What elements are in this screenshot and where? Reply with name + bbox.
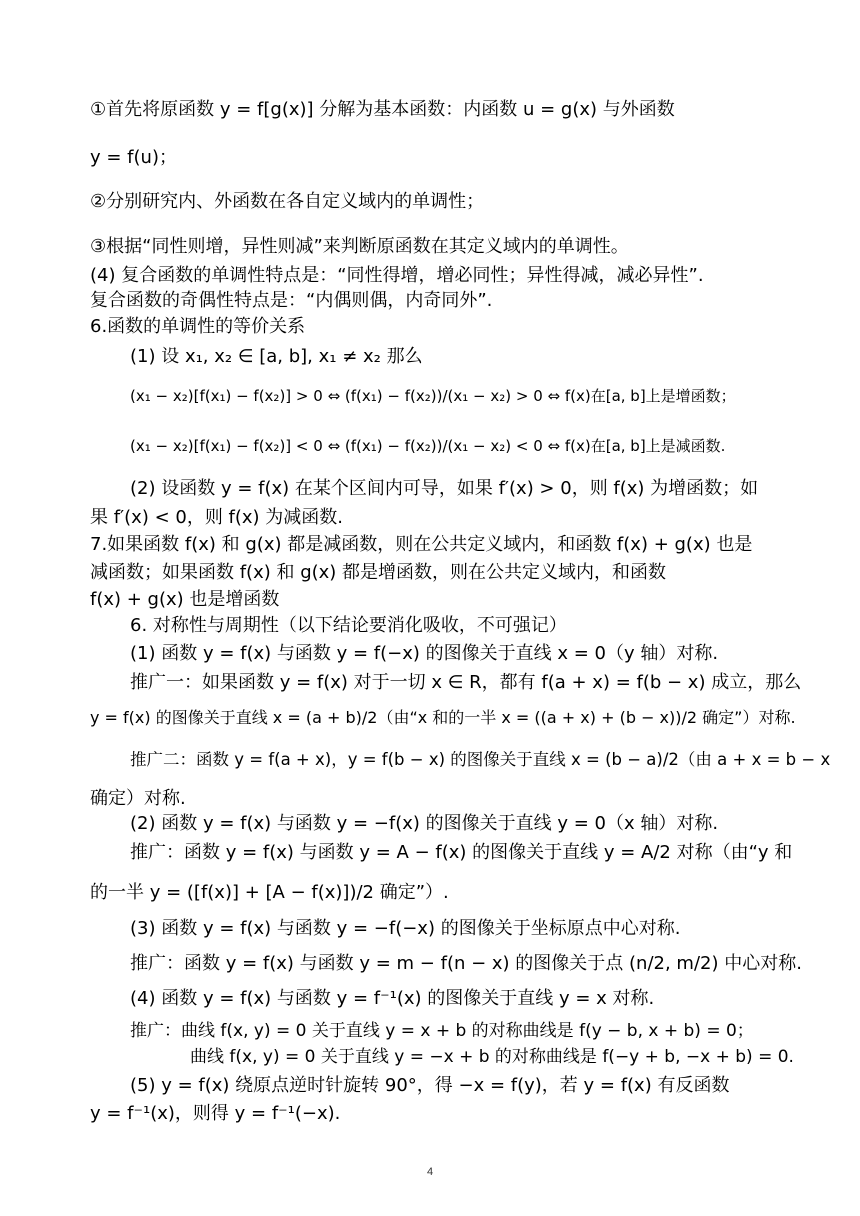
- text-line: (4) 复合函数的单调性特点是：“同性得增，增必同性；异性得减，减必异性”.: [90, 265, 704, 286]
- text-line: ①首先将原函数 y = f[g(x)] 分解为基本函数：内函数 u = g(x) 与外函数: [90, 99, 675, 120]
- text-line: 减函数；如果函数 f(x) 和 g(x) 都是增函数，则在公共定义域内，和函数: [90, 562, 667, 583]
- formula-line: (x₁ − x₂)[f(x₁) − f(x₂)] > 0 ⇔ (f(x₁) − f(x₂))/(x₁ − x₂) > 0 ⇔ f(x)在[a, b]上是增函数；: [130, 387, 736, 405]
- text-line: 果 f′(x) < 0，则 f(x) 为减函数.: [90, 507, 344, 528]
- text-line: y = f(u)；: [90, 147, 177, 168]
- formula-line: (x₁ − x₂)[f(x₁) − f(x₂)] < 0 ⇔ (f(x₁) − f(x₂))/(x₁ − x₂) < 0 ⇔ f(x)在[a, b]上是减函数.: [130, 437, 726, 455]
- text-line: (1) 函数 y = f(x) 与函数 y = f(−x) 的图像关于直线 x = 0（y 轴）对称.: [130, 643, 719, 664]
- text-line: 曲线 f(x, y) = 0 关于直线 y = −x + b 的对称曲线是 f(−y + b, −x + b) = 0.: [190, 1047, 794, 1067]
- text-line: (3) 函数 y = f(x) 与函数 y = −f(−x) 的图像关于坐标原点中心对称.: [130, 918, 681, 939]
- text-line: ③根据“同性则增，异性则减”来判断原函数在其定义域内的单调性。: [90, 236, 629, 257]
- text-line: (5) y = f(x) 绕原点逆时针旋转 90°，得 −x = f(y)，若 y = f(x) 有反函数: [130, 1075, 730, 1096]
- text-line: 确定）对称.: [90, 788, 186, 809]
- section-heading: 6. 对称性与周期性（以下结论要消化吸收，不可强记）: [130, 615, 567, 636]
- text-line: 推广：曲线 f(x, y) = 0 关于直线 y = x + b 的对称曲线是 f(y − b, x + b) = 0；: [130, 1021, 754, 1041]
- text-line: 推广一：如果函数 y = f(x) 对于一切 x ∈ R，都有 f(a + x) = f(b − x) 成立，那么: [130, 672, 802, 693]
- text-line: (4) 函数 y = f(x) 与函数 y = f⁻¹(x) 的图像关于直线 y = x 对称.: [130, 988, 655, 1009]
- text-line: (2) 函数 y = f(x) 与函数 y = −f(x) 的图像关于直线 y = 0（x 轴）对称.: [130, 813, 719, 834]
- text-line: 推广：函数 y = f(x) 与函数 y = m − f(n − x) 的图像关于点 (n/2, m/2) 中心对称.: [130, 953, 802, 974]
- section-heading: 6.函数的单调性的等价关系: [90, 316, 306, 337]
- text-line: f(x) + g(x) 也是增函数: [90, 589, 280, 610]
- text-line: (2) 设函数 y = f(x) 在某个区间内可导，如果 f′(x) > 0，则 f(x) 为增函数；如: [130, 478, 759, 499]
- text-line: (1) 设 x₁, x₂ ∈ [a, b], x₁ ≠ x₂ 那么: [130, 346, 423, 367]
- text-line: 7.如果函数 f(x) 和 g(x) 都是减函数，则在公共定义域内，和函数 f(x) + g(x) 也是: [90, 534, 753, 555]
- text-line: y = f(x) 的图像关于直线 x = (a + b)/2（由“x 和的一半 x = ((a + x) + (b − x))/2 确定”）对称.: [90, 708, 796, 727]
- text-line: 推广：函数 y = f(x) 与函数 y = A − f(x) 的图像关于直线 y = A/2 对称（由“y 和: [130, 842, 793, 863]
- text-line: 推广二：函数 y = f(a + x)，y = f(b − x) 的图像关于直线 x = (b − a)/2（由 a + x = b − x: [130, 750, 831, 769]
- text-line: ②分别研究内、外函数在各自定义域内的单调性；: [90, 191, 485, 212]
- text-line: 复合函数的奇偶性特点是：“内偶则偶，内奇同外”.: [90, 290, 493, 311]
- text-line: 的一半 y = ([f(x)] + [A − f(x)])/2 确定”）.: [90, 882, 449, 903]
- text-line: y = f⁻¹(x)，则得 y = f⁻¹(−x).: [90, 1103, 341, 1124]
- page-number: 4: [426, 1166, 434, 1178]
